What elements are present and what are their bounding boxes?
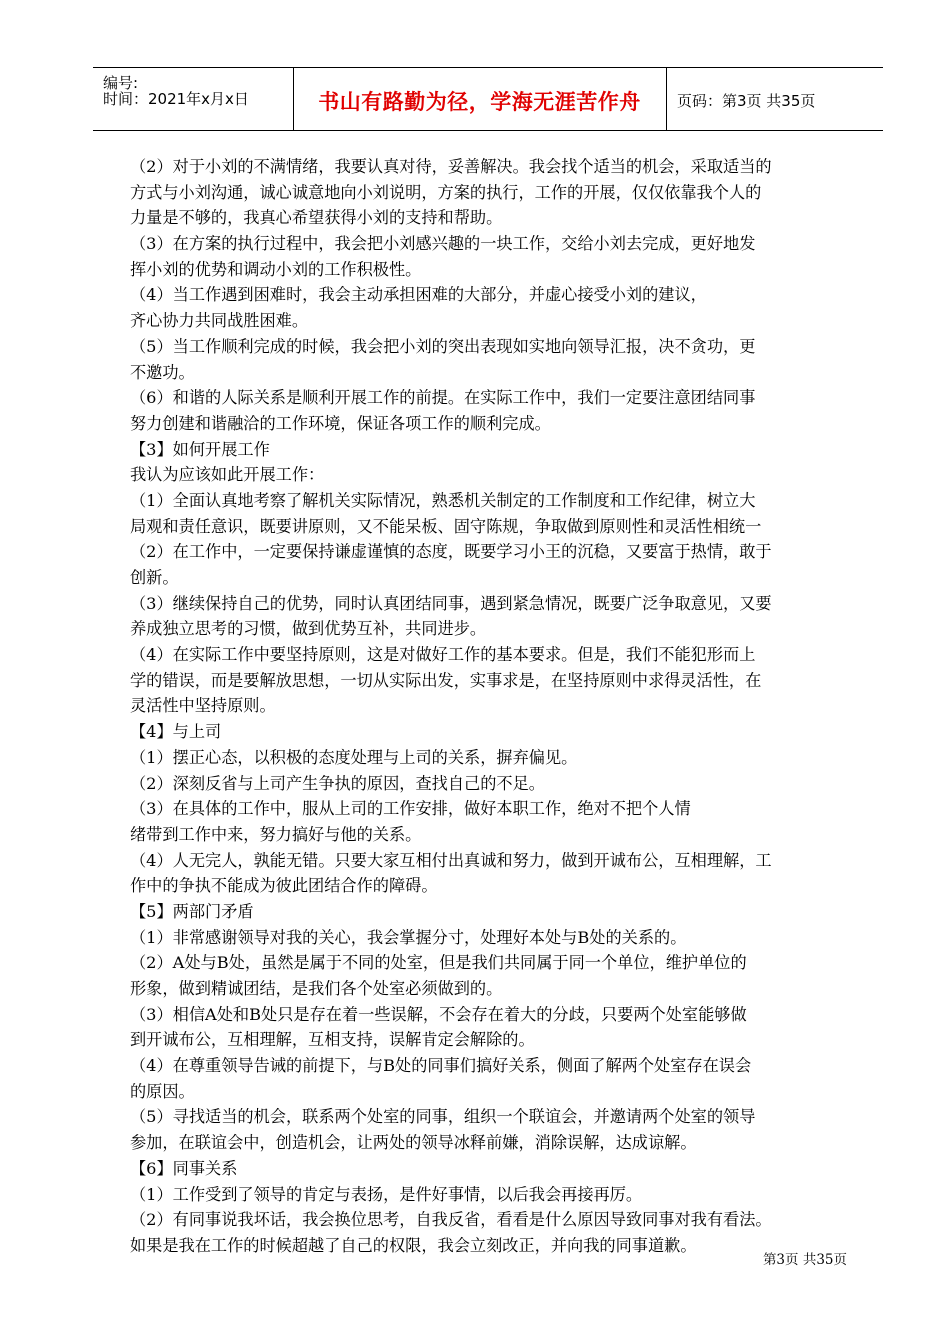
- body-text-line: 力量是不够的，我真心希望获得小刘的支持和帮助。: [130, 208, 503, 228]
- body-text-line: 绪带到工作中来，努力搞好与他的关系。: [130, 824, 422, 844]
- document-body: [130, 154, 855, 1259]
- body-text-line: （4）人无完人，孰能无错。只要大家互相付出真诚和努力，做到开诚布公，互相理解，工: [130, 850, 772, 870]
- body-text-line: （3）在方案的执行过程中，我会把小刘感兴趣的一块工作，交给小刘去完成，更好地发: [130, 234, 756, 254]
- body-text-line: （1）全面认真地考察了解机关实际情况，熟悉机关制定的工作制度和工作纪律，树立大: [130, 490, 756, 510]
- header-motto-cell: [293, 68, 667, 130]
- body-text-line: （1）非常感谢领导对我的关心，我会掌握分寸，处理好本处与B处的关系的。: [130, 927, 687, 947]
- body-text-line: 【3】如何开展工作: [130, 439, 270, 459]
- body-text-line: （2）A处与B处，虽然是属于不同的处室，但是我们共同属于同一个单位，维护单位的: [130, 953, 747, 973]
- body-text-line: （2）在工作中，一定要保持谦虚谨慎的态度，既要学习小王的沉稳，又要富于热情，敢于: [130, 542, 772, 562]
- body-text-line: （3）继续保持自己的优势，同时认真团结同事，遇到紧急情况，既要广泛争取意见，又要: [130, 593, 772, 613]
- body-text-line: 形象，做到精诚团结，是我们各个处室必须做到的。: [130, 979, 503, 998]
- body-text-line: 努力创建和谐融洽的工作环境，保证各项工作的顺利完成。: [130, 413, 551, 433]
- body-text-line: 局观和责任意识，既要讲原则，又不能呆板、固守陈规，争取做到原则性和灵活性相统一: [130, 516, 762, 536]
- body-text-line: 的原因。: [130, 1081, 195, 1101]
- body-text-line: 不邀功。: [130, 362, 195, 382]
- body-text-line: （1）摆正心态，以积极的态度处理与上司的关系，摒弃偏见。: [130, 747, 578, 767]
- body-text-line: 我认为应该如此开展工作：: [130, 465, 325, 485]
- body-text-line: 【6】同事关系: [130, 1158, 238, 1178]
- page-header: [93, 67, 883, 131]
- header-page-cell: [667, 68, 883, 130]
- body-text-line: 【4】与上司: [130, 722, 222, 742]
- body-text-line: 参加，在联谊会中，创造机会，让两处的领导冰释前嫌，消除误解，达成谅解。: [130, 1133, 697, 1153]
- header-page-number: 页码：第3页 共35页: [677, 92, 816, 110]
- body-text-line: 灵活性中坚持原则。: [130, 696, 276, 716]
- header-info-cell: [93, 68, 294, 130]
- body-text-line: 【5】两部门矛盾: [130, 901, 254, 921]
- body-text-line: （4）当工作遇到困难时，我会主动承担困难的大部分，并虚心接受小刘的建议，: [130, 285, 707, 305]
- body-text-line: （3）相信A处和B处只是存在着一些误解，不会存在着大的分歧，只要两个处室能够做: [130, 1004, 747, 1024]
- body-text-line: 创新。: [130, 568, 179, 587]
- body-text-line: 齐心协力共同战胜困难。: [130, 311, 309, 331]
- body-text-line: （2）有同事说我坏话，我会换位思考，自我反省，看看是什么原因导致同事对我有看法。: [130, 1210, 772, 1230]
- body-text-line: （4）在尊重领导告诫的前提下，与B处的同事们搞好关系，侧面了解两个处室存在误会: [130, 1056, 752, 1076]
- document-time-label: 时间：2021年x月x日: [103, 90, 249, 108]
- body-text-line: （1）工作受到了领导的肯定与表扬，是件好事情，以后我会再接再厉。: [130, 1184, 643, 1204]
- footer-page-number: 第3页 共35页: [762, 1252, 847, 1268]
- body-text-line: 如果是我在工作的时候超越了自己的权限，我会立刻改正，并向我的同事道歉。: [130, 1235, 697, 1255]
- document-number-label: 编号:: [103, 74, 139, 92]
- body-text-line: 作中的争执不能成为彼此团结合作的障碍。: [130, 876, 438, 896]
- body-text-line: （5）当工作顺利完成的时候，我会把小刘的突出表现如实地向领导汇报，决不贪功，更: [130, 336, 756, 356]
- body-text-line: （2）对于小刘的不满情绪，我要认真对待，妥善解决。我会找个适当的机会，采取适当的: [130, 157, 772, 176]
- body-text-line: 方式与小刘沟通，诚心诚意地向小刘说明，方案的执行，工作的开展，仅仅依靠我个人的: [130, 182, 762, 202]
- body-text-line: 挥小刘的优势和调动小刘的工作积极性。: [130, 259, 422, 279]
- body-text-line: 养成独立思考的习惯，做到优势互补，共同进步。: [130, 619, 487, 639]
- body-text-line: （5）寻找适当的机会，联系两个处室的同事，组织一个联谊会，并邀请两个处室的领导: [130, 1107, 756, 1127]
- body-text-line: （4）在实际工作中要坚持原则，这是对做好工作的基本要求。但是，我们不能犯形而上: [130, 645, 756, 665]
- body-text-line: 到开诚布公，互相理解，互相支持，误解肯定会解除的。: [130, 1030, 535, 1050]
- body-text-line: （3）在具体的工作中，服从上司的工作安排，做好本职工作，绝对不把个人情: [130, 799, 691, 819]
- header-motto: 书山有路勤为径，学海无涯苦作舟: [318, 90, 641, 114]
- body-text-line: 学的错误，而是要解放思想，一切从实际出发，实事求是，在坚持原则中求得灵活性，在: [130, 670, 762, 690]
- body-text-line: （2）深刻反省与上司产生争执的原因，查找自己的不足。: [130, 773, 545, 793]
- body-text-line: （6）和谐的人际关系是顺利开展工作的前提。在实际工作中，我们一定要注意团结同事: [130, 388, 756, 408]
